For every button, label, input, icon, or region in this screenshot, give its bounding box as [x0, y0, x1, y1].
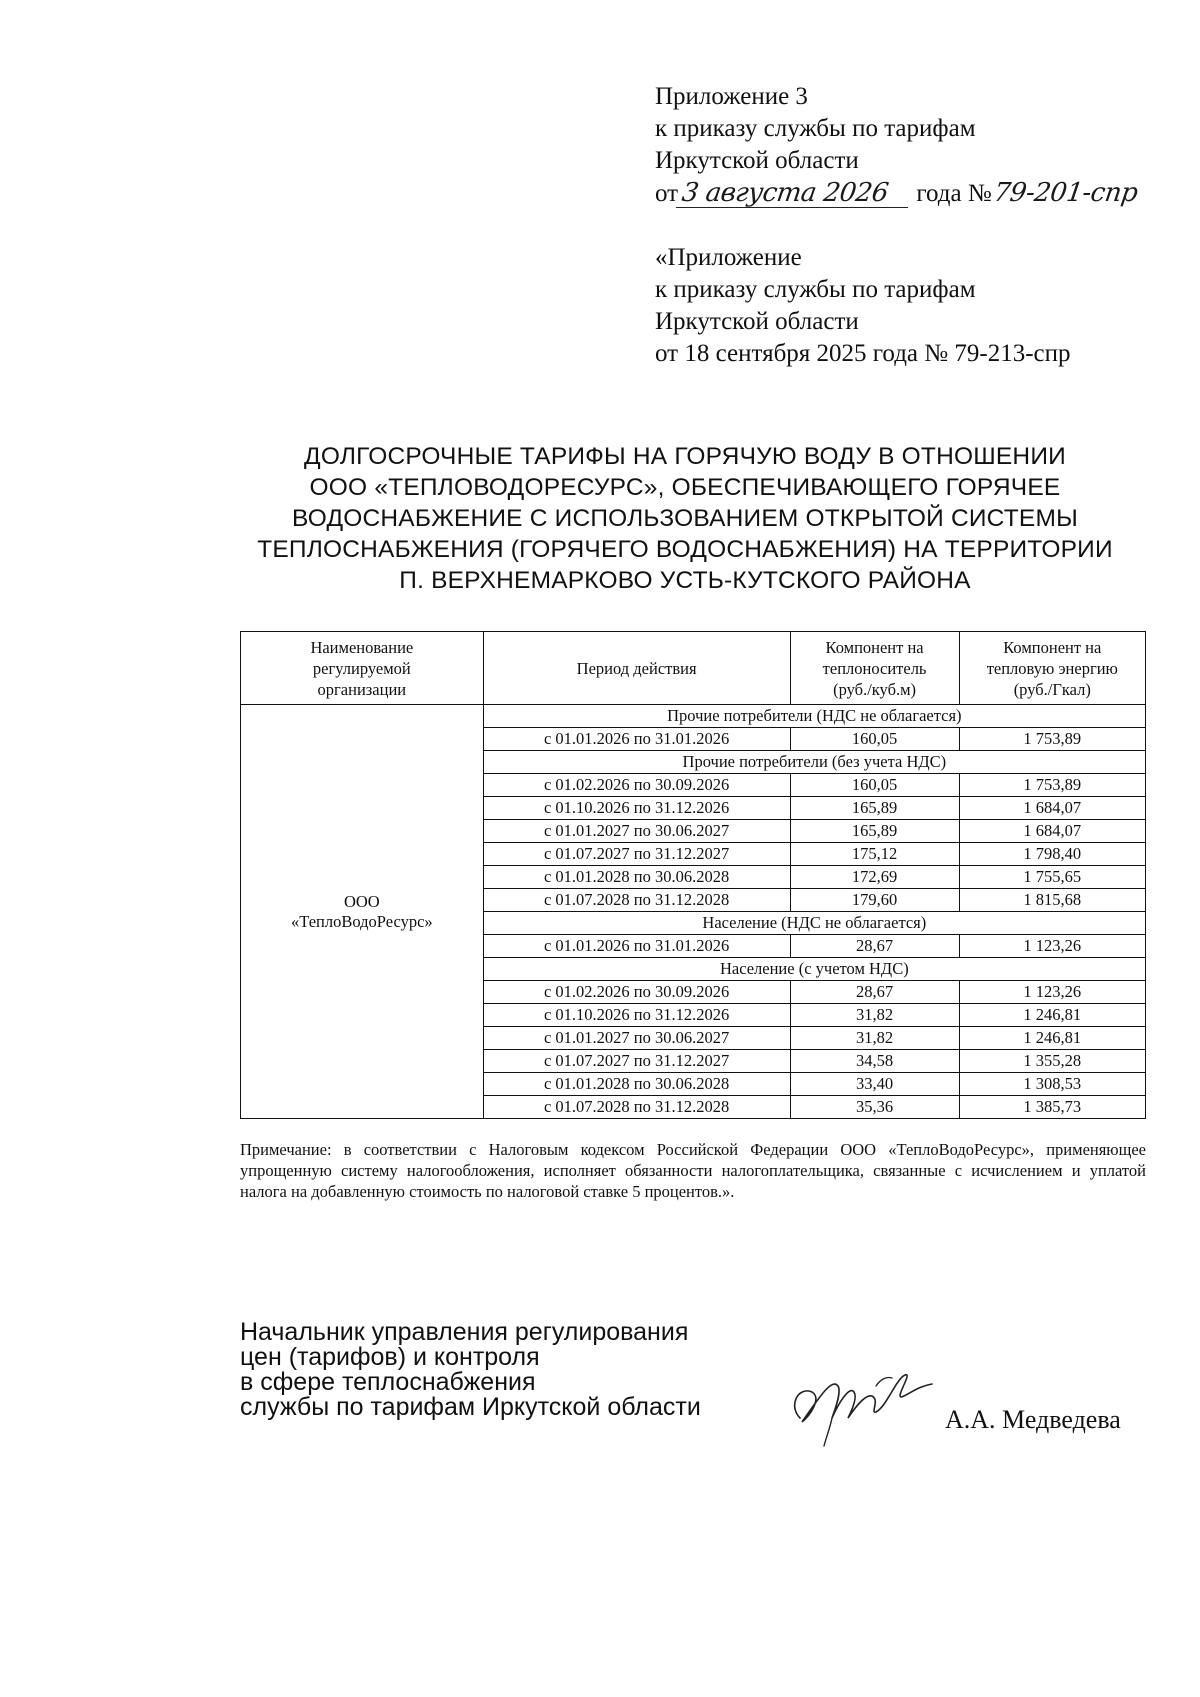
tariff-table-body	[241, 705, 1146, 1119]
period-cell: с 01.07.2028 по 31.12.2028	[483, 889, 790, 912]
handwritten-signature	[780, 1356, 940, 1451]
year-label: года №	[916, 180, 992, 207]
period-cell: с 01.01.2028 по 30.06.2028	[483, 866, 790, 889]
heat-energy-cell: 1 753,89	[959, 728, 1145, 751]
tariff-table	[240, 631, 1146, 1119]
signatory-position	[240, 1320, 701, 1420]
period-cell: с 01.10.2026 по 31.12.2026	[483, 797, 790, 820]
period-cell: с 01.01.2027 по 30.06.2027	[483, 1027, 790, 1050]
section-label: Население (НДС не облагается)	[483, 912, 1145, 935]
period-cell: с 01.07.2027 по 31.12.2027	[483, 1050, 790, 1073]
tax-note-text: Примечание: в соответствии с Налоговым кодексом Российской Федерации ООО «ТеплоВодоРесурс», применяющее упрощенную систему налогообложения, исполняет обязанности налогоплательщика, связанные с исчислением и уплатой налога на добавленную стоимость по налоговой ставке 5 процентов.».	[240, 1140, 1146, 1201]
heat-carrier-cell: 34,58	[790, 1050, 959, 1073]
heat-carrier-cell: 28,67	[790, 935, 959, 958]
period-cell: с 01.02.2026 по 30.09.2026	[483, 981, 790, 1004]
position-line: в сфере теплоснабжения	[240, 1368, 536, 1396]
heat-carrier-cell: 160,05	[790, 774, 959, 797]
appendix-line-3: Иркутской области	[655, 147, 859, 174]
heat-energy-cell: 1 753,89	[959, 774, 1145, 797]
appendix-date-line	[655, 177, 1140, 210]
appendix-line-2: к приказу службы по тарифам	[655, 115, 976, 142]
period-cell: с 01.07.2027 по 31.12.2027	[483, 843, 790, 866]
header-heat-carrier: Компонент на теплоноситель (руб./куб.м)	[790, 632, 959, 705]
organization-cell: ООО «ТеплоВодоРесурс»	[241, 705, 484, 1119]
heat-carrier-cell: 179,60	[790, 889, 959, 912]
title-line: ТЕПЛОСНАБЖЕНИЯ (ГОРЯЧЕГО ВОДОСНАБЖЕНИЯ) НА ТЕРРИТОРИИ	[257, 536, 1113, 563]
heat-carrier-cell: 175,12	[790, 843, 959, 866]
period-cell: с 01.01.2027 по 30.06.2027	[483, 820, 790, 843]
heat-carrier-cell: 31,82	[790, 1004, 959, 1027]
handwritten-date: 3 августа 2026	[676, 179, 912, 208]
heat-carrier-cell: 31,82	[790, 1027, 959, 1050]
section-label: Прочие потребители (НДС не облагается)	[483, 705, 1145, 728]
heat-energy-cell: 1 684,07	[959, 820, 1145, 843]
title-line: ДОЛГОСРОЧНЫЕ ТАРИФЫ НА ГОРЯЧУЮ ВОДУ В ОТНОШЕНИИ	[304, 443, 1066, 470]
heat-energy-cell: 1 755,65	[959, 866, 1145, 889]
period-cell: с 01.01.2026 по 31.01.2026	[483, 935, 790, 958]
heat-energy-cell: 1 123,26	[959, 981, 1145, 1004]
heat-energy-cell: 1 308,53	[959, 1073, 1145, 1096]
tax-note	[240, 1139, 1146, 1202]
header-period: Период действия	[483, 632, 790, 705]
heat-carrier-cell: 160,05	[790, 728, 959, 751]
title-line: ВОДОСНАБЖЕНИЕ С ИСПОЛЬЗОВАНИЕМ ОТКРЫТОЙ СИСТЕМЫ	[292, 505, 1078, 532]
table-header-row	[241, 632, 1146, 705]
prior-appendix-line-3: Иркутской области	[655, 308, 859, 335]
heat-carrier-cell: 172,69	[790, 866, 959, 889]
period-cell: с 01.10.2026 по 31.12.2026	[483, 1004, 790, 1027]
heat-energy-cell: 1 123,26	[959, 935, 1145, 958]
heat-energy-cell: 1 798,40	[959, 843, 1145, 866]
appendix-header	[655, 81, 1140, 210]
prior-appendix-line-2: к приказу службы по тарифам	[655, 276, 976, 303]
date-prefix: от	[655, 180, 679, 207]
position-line: службы по тарифам Иркутской области	[240, 1393, 701, 1421]
heat-energy-cell: 1 355,28	[959, 1050, 1145, 1073]
heat-carrier-cell: 28,67	[790, 981, 959, 1004]
heat-energy-cell: 1 684,07	[959, 797, 1145, 820]
handwritten-order-number: 79-201-спр	[991, 178, 1140, 208]
prior-appendix-header	[655, 242, 1071, 370]
header-heat-energy: Компонент на тепловую энергию (руб./Гкал)	[959, 632, 1145, 705]
period-cell: с 01.07.2028 по 31.12.2028	[483, 1096, 790, 1119]
document-title	[190, 441, 1180, 596]
heat-carrier-cell: 165,89	[790, 820, 959, 843]
section-row	[241, 705, 1146, 728]
section-label: Население (с учетом НДС)	[483, 958, 1145, 981]
title-line: ООО «ТЕПЛОВОДОРЕСУРС», ОБЕСПЕЧИВАЮЩЕГО ГОРЯЧЕЕ	[309, 474, 1061, 501]
title-line: П. ВЕРХНЕМАРКОВО УСТЬ-КУТСКОГО РАЙОНА	[399, 567, 971, 594]
heat-carrier-cell: 165,89	[790, 797, 959, 820]
period-cell: с 01.02.2026 по 30.09.2026	[483, 774, 790, 797]
signer-name: А.А. Медведева	[945, 1405, 1121, 1434]
heat-energy-cell: 1 815,68	[959, 889, 1145, 912]
heat-energy-cell: 1 385,73	[959, 1096, 1145, 1119]
section-label: Прочие потребители (без учета НДС)	[483, 751, 1145, 774]
header-organization: Наименование регулируемой организации	[241, 632, 484, 705]
heat-energy-cell: 1 246,81	[959, 1027, 1145, 1050]
period-cell: с 01.01.2028 по 30.06.2028	[483, 1073, 790, 1096]
position-line: цен (тарифов) и контроля	[240, 1343, 540, 1371]
heat-carrier-cell: 33,40	[790, 1073, 959, 1096]
prior-appendix-line-1: «Приложение	[655, 244, 802, 271]
position-line: Начальник управления регулирования	[240, 1318, 689, 1346]
heat-carrier-cell: 35,36	[790, 1096, 959, 1119]
heat-energy-cell: 1 246,81	[959, 1004, 1145, 1027]
prior-appendix-line-4: от 18 сентября 2025 года № 79-213-спр	[655, 340, 1071, 367]
appendix-line-1: Приложение 3	[655, 83, 808, 110]
period-cell: с 01.01.2026 по 31.01.2026	[483, 728, 790, 751]
